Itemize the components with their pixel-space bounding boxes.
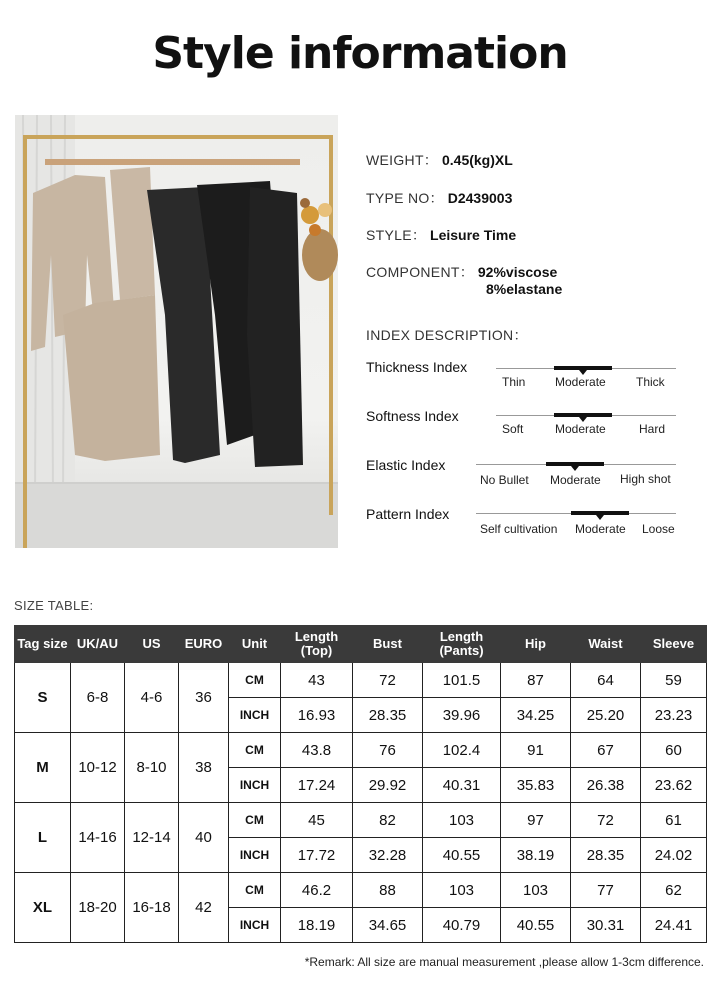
measurement-cell: 28.35 bbox=[571, 838, 641, 873]
component-value-1: 92%viscose bbox=[477, 264, 558, 280]
table-row bbox=[15, 733, 707, 768]
index-row-thickness bbox=[366, 359, 686, 403]
column-header-label: Length (Pants) bbox=[439, 629, 484, 658]
option-right: Thick bbox=[636, 375, 665, 389]
column-header bbox=[125, 626, 179, 663]
measurement-cell: 30.31 bbox=[571, 908, 641, 943]
measurement-cell: 17.24 bbox=[281, 768, 353, 803]
weight-label: WEIGHT： bbox=[366, 152, 439, 168]
measurement-cell: 87 bbox=[501, 663, 571, 698]
uk-au-cell: 10-12 bbox=[71, 733, 125, 803]
measurement-cell: 103 bbox=[423, 873, 501, 908]
column-header-label: Sleeve bbox=[652, 636, 695, 651]
column-header bbox=[15, 626, 71, 663]
measurement-cell: 24.02 bbox=[641, 838, 707, 873]
measurement-cell: 91 bbox=[501, 733, 571, 768]
index-row-pattern bbox=[366, 506, 686, 550]
measurement-cell: 45 bbox=[281, 803, 353, 838]
measurement-cell: 28.35 bbox=[353, 698, 423, 733]
unit-cell: INCH bbox=[229, 838, 281, 873]
column-header-label: US bbox=[142, 636, 161, 651]
option-left: Soft bbox=[502, 422, 524, 436]
measurement-cell: 38.19 bbox=[501, 838, 571, 873]
measurement-cell: 62 bbox=[641, 873, 707, 908]
measurement-cell: 101.5 bbox=[423, 663, 501, 698]
column-header bbox=[179, 626, 229, 663]
measurement-cell: 72 bbox=[571, 803, 641, 838]
column-header-label: UK/AU bbox=[76, 636, 119, 651]
option-left: Thin bbox=[502, 375, 526, 389]
column-header-label: Tag size bbox=[17, 636, 68, 651]
measurement-cell: 102.4 bbox=[423, 733, 501, 768]
measurement-cell: 67 bbox=[571, 733, 641, 768]
column-header bbox=[281, 626, 353, 663]
uk-au-cell: 18-20 bbox=[71, 873, 125, 943]
column-header bbox=[423, 626, 501, 663]
measurement-cell: 40.31 bbox=[423, 768, 501, 803]
unit-cell: CM bbox=[229, 803, 281, 838]
measurement-cell: 32.28 bbox=[353, 838, 423, 873]
measurement-cell: 34.65 bbox=[353, 908, 423, 943]
spec-weight bbox=[366, 150, 513, 170]
size-table bbox=[14, 625, 707, 943]
euro-cell: 36 bbox=[179, 663, 229, 733]
measurement-cell: 97 bbox=[501, 803, 571, 838]
us-cell: 16-18 bbox=[125, 873, 179, 943]
column-header-label: Bust bbox=[373, 636, 402, 651]
table-row bbox=[15, 803, 707, 838]
measurement-cell: 103 bbox=[501, 873, 571, 908]
unit-cell: INCH bbox=[229, 698, 281, 733]
option-middle: Moderate bbox=[575, 522, 626, 536]
option-right: Loose bbox=[642, 522, 675, 536]
tag-size-cell: S bbox=[15, 663, 71, 733]
column-header-label: EURO bbox=[184, 636, 223, 651]
column-header bbox=[229, 626, 281, 663]
index-row-elastic bbox=[366, 457, 686, 501]
us-cell: 8-10 bbox=[125, 733, 179, 803]
measurement-cell: 40.55 bbox=[423, 838, 501, 873]
measurement-cell: 24.41 bbox=[641, 908, 707, 943]
page-title: Style information bbox=[152, 28, 568, 79]
column-header bbox=[501, 626, 571, 663]
column-header bbox=[571, 626, 641, 663]
unit-cell: CM bbox=[229, 733, 281, 768]
tag-size-cell: M bbox=[15, 733, 71, 803]
weight-value: 0.45(kg)XL bbox=[441, 152, 513, 168]
index-name: Elastic Index bbox=[366, 457, 446, 473]
unit-cell: INCH bbox=[229, 908, 281, 943]
option-left: Self cultivation bbox=[480, 522, 558, 536]
component-value-2: 8%elastane bbox=[486, 281, 563, 297]
option-right: Hard bbox=[639, 422, 666, 436]
measurement-cell: 43 bbox=[281, 663, 353, 698]
spec-component bbox=[366, 262, 557, 282]
option-middle: Moderate bbox=[550, 473, 601, 487]
option-left: No Bullet bbox=[480, 473, 529, 487]
measurement-cell: 76 bbox=[353, 733, 423, 768]
measurement-cell: 25.20 bbox=[571, 698, 641, 733]
measurement-cell: 103 bbox=[423, 803, 501, 838]
table-row bbox=[15, 663, 707, 698]
measurement-cell: 26.38 bbox=[571, 768, 641, 803]
column-header bbox=[353, 626, 423, 663]
type-value: D2439003 bbox=[447, 190, 513, 206]
spec-type bbox=[366, 188, 512, 208]
unit-cell: CM bbox=[229, 663, 281, 698]
option-middle: Moderate bbox=[555, 375, 606, 389]
column-header-label: Length (Top) bbox=[294, 629, 339, 658]
measurement-cell: 39.96 bbox=[423, 698, 501, 733]
measurement-cell: 82 bbox=[353, 803, 423, 838]
euro-cell: 40 bbox=[179, 803, 229, 873]
index-row-softness bbox=[366, 408, 686, 452]
scale-pointer-icon bbox=[571, 466, 579, 471]
column-header bbox=[641, 626, 707, 663]
scale-pointer-icon bbox=[596, 515, 604, 520]
option-middle: Moderate bbox=[555, 422, 606, 436]
column-header-label: Hip bbox=[525, 636, 546, 651]
measurement-cell: 16.93 bbox=[281, 698, 353, 733]
column-header-label: Waist bbox=[588, 636, 623, 651]
header-row bbox=[15, 626, 707, 663]
measurement-cell: 35.83 bbox=[501, 768, 571, 803]
measurement-cell: 40.55 bbox=[501, 908, 571, 943]
style-value: Leisure Time bbox=[430, 227, 517, 243]
measurement-cell: 72 bbox=[353, 663, 423, 698]
table-row bbox=[15, 873, 707, 908]
size-table-caption: SIZE TABLE: bbox=[14, 598, 94, 613]
measurement-cell: 23.23 bbox=[641, 698, 707, 733]
index-description-title: INDEX DESCRIPTION： bbox=[366, 327, 528, 343]
measurement-cell: 59 bbox=[641, 663, 707, 698]
component-label: COMPONENT： bbox=[366, 264, 474, 280]
unit-cell: INCH bbox=[229, 768, 281, 803]
remark-text: *Remark: All size are manual measurement ,please allow 1-3cm difference. bbox=[304, 955, 704, 969]
unit-cell: CM bbox=[229, 873, 281, 908]
us-cell: 12-14 bbox=[125, 803, 179, 873]
index-name: Thickness Index bbox=[366, 359, 468, 375]
spec-style bbox=[366, 225, 516, 245]
uk-au-cell: 14-16 bbox=[71, 803, 125, 873]
measurement-cell: 23.62 bbox=[641, 768, 707, 803]
measurement-cell: 64 bbox=[571, 663, 641, 698]
measurement-cell: 46.2 bbox=[281, 873, 353, 908]
measurement-cell: 18.19 bbox=[281, 908, 353, 943]
column-header-label: Unit bbox=[241, 636, 268, 651]
column-header bbox=[71, 626, 125, 663]
index-name: Softness Index bbox=[366, 408, 459, 424]
measurement-cell: 29.92 bbox=[353, 768, 423, 803]
type-label: TYPE NO： bbox=[366, 190, 444, 206]
measurement-cell: 61 bbox=[641, 803, 707, 838]
measurement-cell: 88 bbox=[353, 873, 423, 908]
tag-size-cell: XL bbox=[15, 873, 71, 943]
us-cell: 4-6 bbox=[125, 663, 179, 733]
style-label: STYLE： bbox=[366, 227, 427, 243]
euro-cell: 42 bbox=[179, 873, 229, 943]
uk-au-cell: 6-8 bbox=[71, 663, 125, 733]
measurement-cell: 60 bbox=[641, 733, 707, 768]
measurement-cell: 77 bbox=[571, 873, 641, 908]
tag-size-cell: L bbox=[15, 803, 71, 873]
option-right: High shot bbox=[620, 472, 671, 486]
euro-cell: 38 bbox=[179, 733, 229, 803]
index-name: Pattern Index bbox=[366, 506, 450, 522]
measurement-cell: 40.79 bbox=[423, 908, 501, 943]
measurement-cell: 34.25 bbox=[501, 698, 571, 733]
product-photo bbox=[15, 115, 338, 548]
measurement-cell: 43.8 bbox=[281, 733, 353, 768]
measurement-cell: 17.72 bbox=[281, 838, 353, 873]
